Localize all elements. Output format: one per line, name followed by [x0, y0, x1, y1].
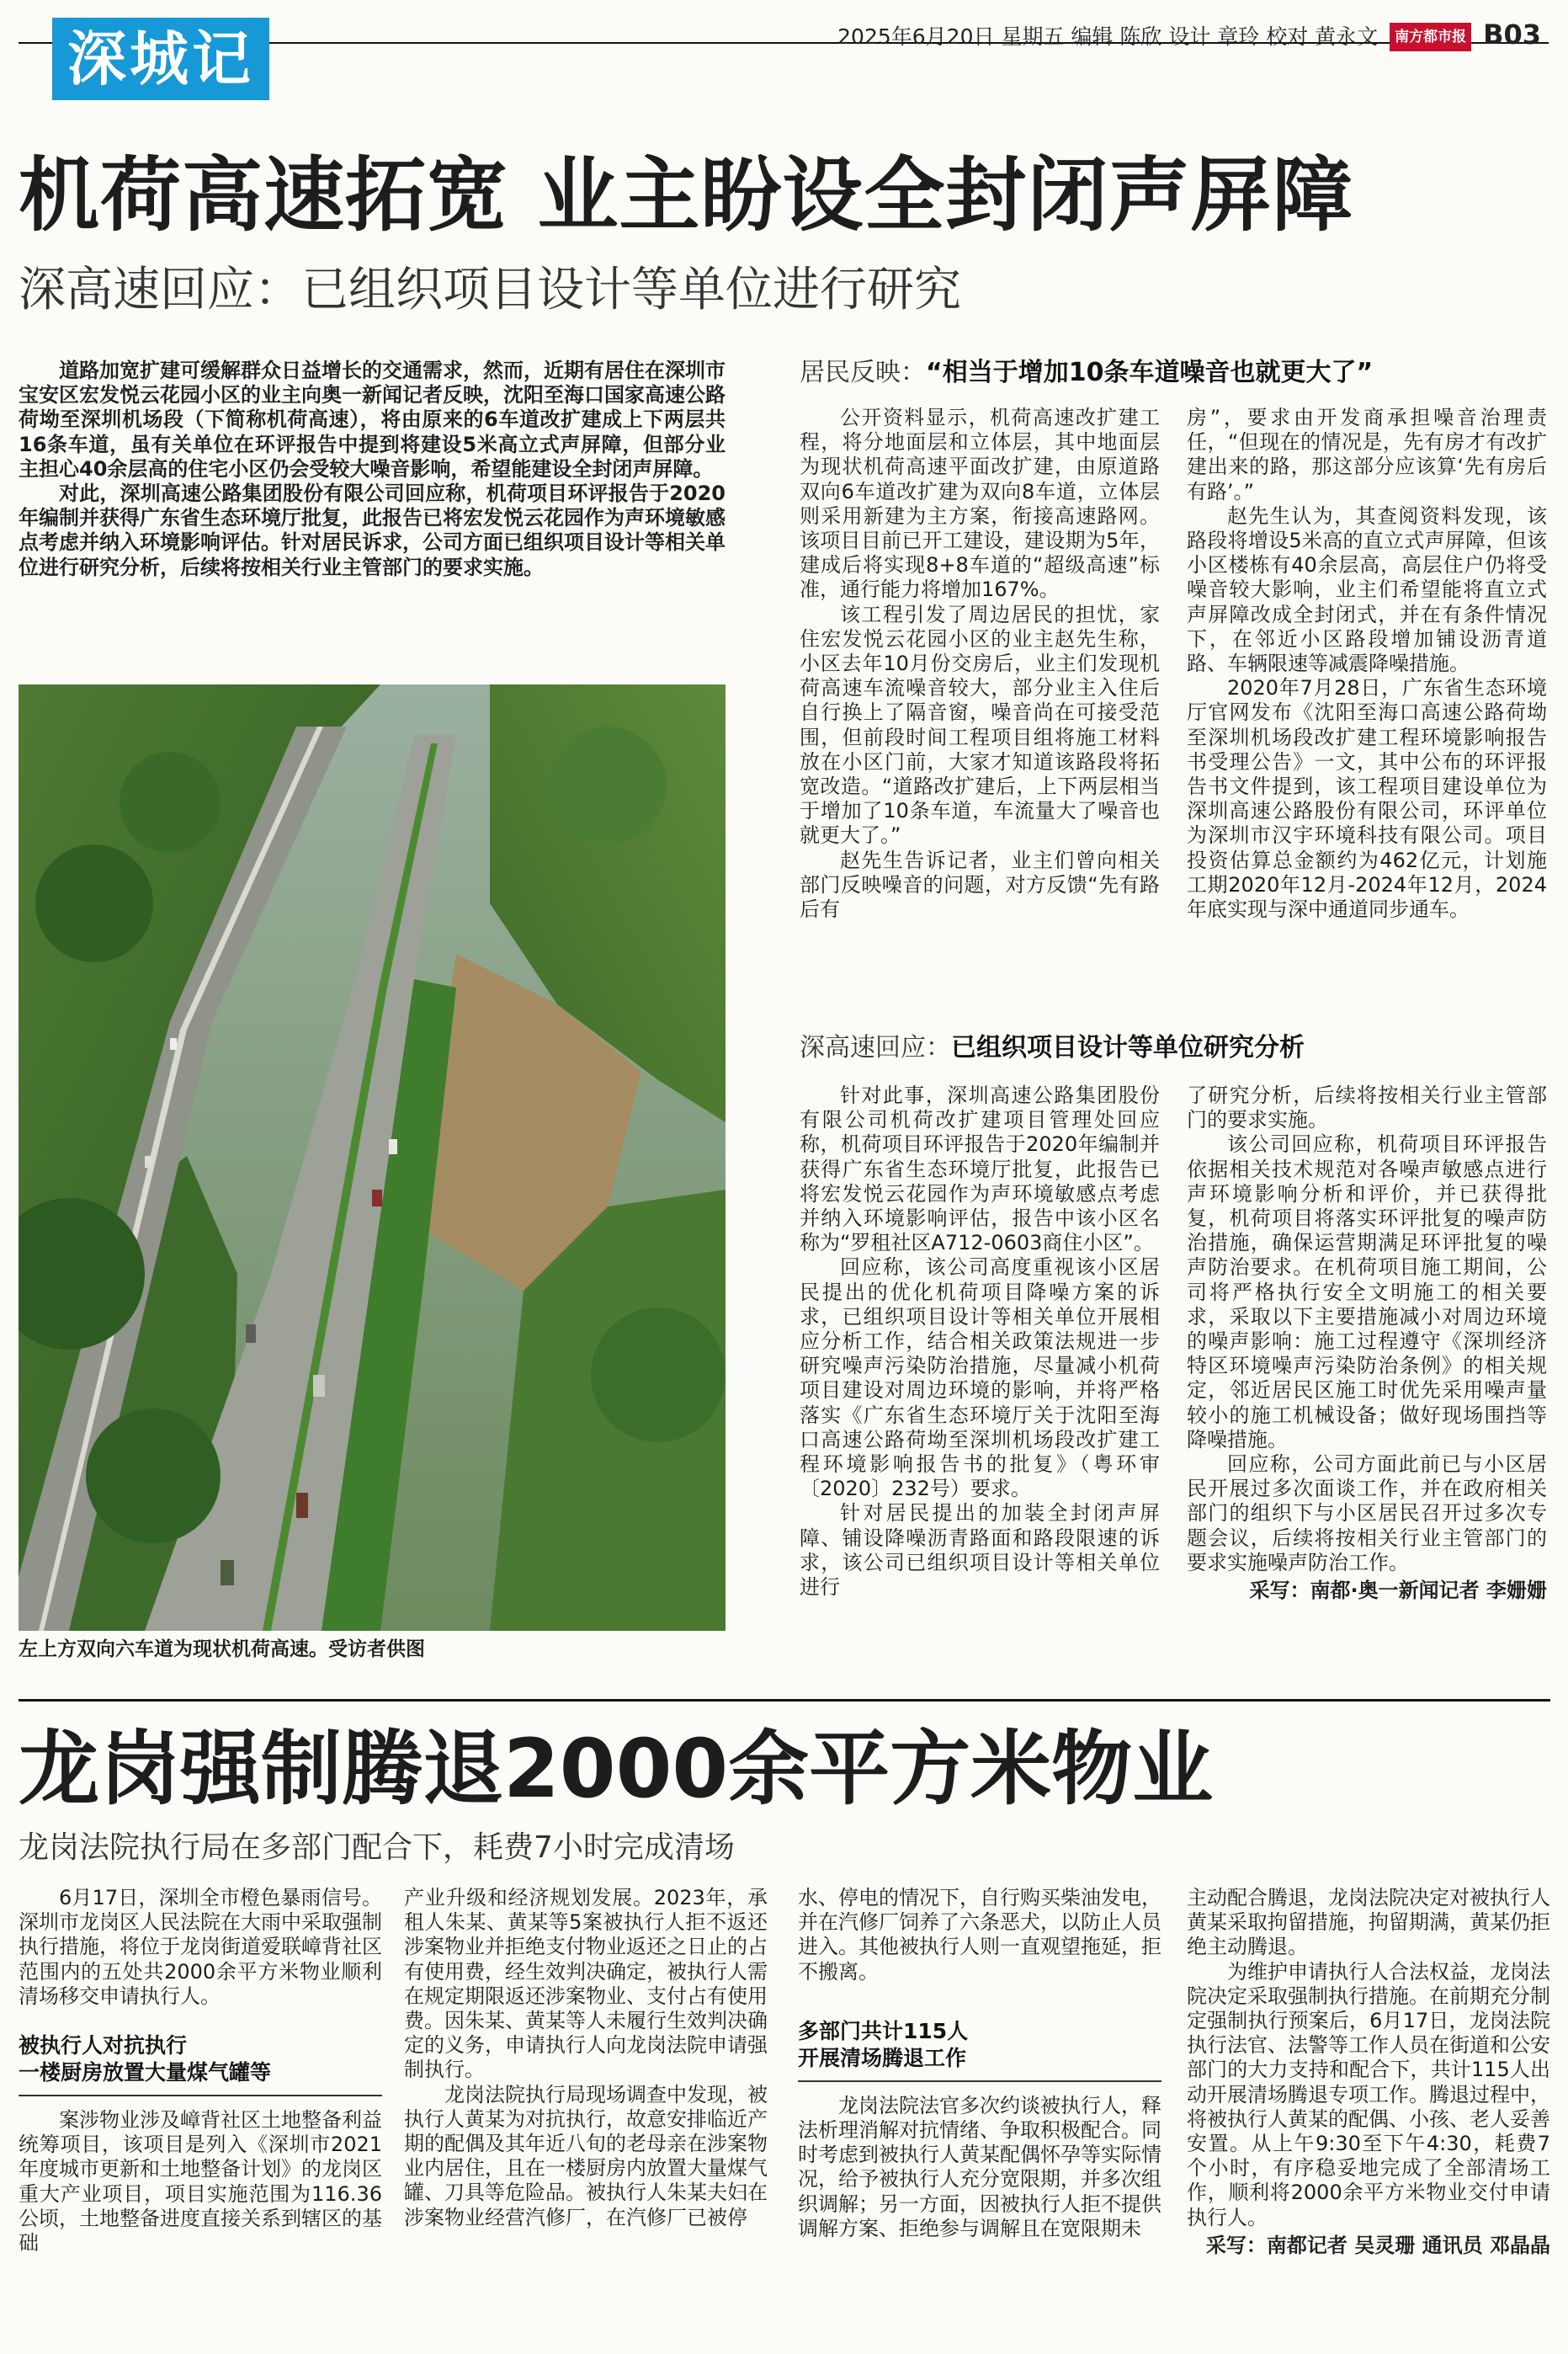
subhead-rule — [19, 2095, 382, 2096]
story2-column-4 — [1187, 1886, 1550, 2258]
story1-headline: 机荷高速拓宽 业主盼设全封闭声屏障 — [19, 148, 1354, 242]
highway-aerial-photo — [19, 684, 726, 1631]
story2-byline: 采写：南都记者 吴灵珊 通讯员 邓晶晶 — [1205, 2233, 1550, 2257]
story1-lead — [19, 359, 726, 580]
body-paragraph: 该公司回应称，机荷项目环评报告依据相关技术规范对各噪声敏感点进行声环境影响分析和评价，并已获得批复，机荷项目将落实环评批复的噪声防治措施，确保运营期满足环评批复的噪声防治要求。在机荷项目施工期间，公司将严格执行安全文明施工的相关要求，采取以下主要措施减小对周边环境的噪声影响：施工过程遵守《深圳经济特区环境噪声污染防治条例》的相关规定，邻近居民区施工时优先采用噪声量较小的施工机械设备；做好现场围挡等降噪措施。 — [1187, 1132, 1547, 1451]
body-paragraph: 2020年7月28日，广东省生态环境厅官网发布《沈阳至海口高速公路荷坳至深圳机场段改扩建工程环境影响报告书受理公告》一文，其中公布的环评报告书文件提到，该工程项目建设单位为深圳高速公路股份有限公司，环评单位为深圳市汉宇环境科技有限公司。项目投资估算总金额约为462亿元，计划施工期2020年12月-2024年12月，2024年底实现与深中通道同步通车。 — [1187, 676, 1547, 922]
body-paragraph: 水、停电的情况下，自行购买柴油发电，并在汽修厂饲养了六条恶犬，以防止人员进入。其他被执行人则一直观望拖延，拒不搬离。 — [798, 1886, 1161, 1984]
story2-headline: 龙岗强制腾退2000余平方米物业 — [19, 1722, 1214, 1816]
body-paragraph: 6月17日，深圳全市橙色暴雨信号。深圳市龙岗区人民法院在大雨中采取强制执行措施，将位于龙岗街道爱联嶂背社区范围内的五处共2000余平方米物业顺利清场移交申请执行人。 — [19, 1886, 382, 2008]
section-a-column-2 — [1187, 406, 1547, 922]
section-a-title: “相当于增加10条车道噪音也就更大了” — [926, 358, 1374, 387]
subhead-line: 多部门共计115人 — [798, 2018, 969, 2043]
body-paragraph: 龙岗法院执行局现场调查中发现，被执行人黄某为对抗执行，故意安排临近产期的配偶及其年近八旬的老母亲在涉案物业内居住，且在一楼厨房内放置大量煤气罐、刀具等危险品。被执行人朱某夫妇在涉案物业经营汽修厂，在汽修厂已被停 — [404, 2082, 768, 2229]
highway-photo-illustration — [19, 684, 726, 1631]
section-b-heading — [800, 1031, 1305, 1065]
issue-weekday: 星期五 — [1001, 24, 1065, 49]
section-b-column-1 — [800, 1084, 1160, 1600]
section-b-column-2 — [1187, 1084, 1547, 1603]
subhead-line: 一楼厨房放置大量煤气罐等 — [19, 2060, 272, 2085]
photo-caption: 左上方双向六车道为现状机荷高速。受访者供图 — [19, 1638, 425, 1660]
section-masthead: 深城记 — [52, 18, 269, 100]
section-a-heading — [800, 356, 1373, 390]
body-paragraph: 了研究分析，后续将按相关行业主管部门的要求实施。 — [1187, 1084, 1547, 1132]
body-paragraph: 龙岗法院法官多次约谈被执行人，释法析理消解对抗情绪、争取积极配合。同时考虑到被执行人黄某配偶怀孕等实际情况，给予被执行人充分宽限期，并多次组织调解；另一方面，因被执行人拒不提供调解方案、拒绝参与调解且在宽限期未 — [798, 2093, 1161, 2240]
body-paragraph: 回应称，公司方面此前已与小区居民开展过多次面谈工作，并在政府相关部门的组织下与小区居民召开过多次专题会议，后续将按相关行业主管部门的要求实施噪声防治工作。 — [1187, 1452, 1547, 1574]
page-number: B03 — [1483, 19, 1541, 51]
body-paragraph: 案涉物业涉及嶂背社区土地整备利益统筹项目，该项目是列入《深圳市2021年度城市更新和土地整备计划》的龙岗区重大产业项目，项目实施范围为116.36公顷，土地整备进度直接关系到辖区的基础 — [19, 2108, 382, 2255]
staff-credits: 编辑 陈欣 设计 章玲 校对 黄永文 — [1071, 24, 1379, 49]
story1-subheadline: 深高速回应：已组织项目设计等单位进行研究 — [19, 263, 961, 317]
body-paragraph: 针对居民提出的加装全封闭声屏障、铺设降噪沥青路面和路段限速的诉求，该公司已组织项目设计等相关单位进行 — [800, 1501, 1160, 1600]
subhead-line: 开展清场腾退工作 — [798, 2045, 967, 2070]
story2-column-3 — [798, 1886, 1161, 2241]
body-paragraph: 回应称，该公司高度重视该小区居民提出的优化机荷项目降噪方案的诉求，已组织项目设计等相关单位开展相应分析工作，结合相关政策法规进一步研究噪声污染防治措施，尽量减小机荷项目建设对周边环境的影响，并将严格落实《广东省生态环境厅关于沈阳至海口高速公路荷坳至深圳机场段改扩建工程环境影响报告书的批复》（粤环审〔2020〕232号）要求。 — [800, 1255, 1160, 1501]
lead-paragraph: 对此，深圳高速公路集团股份有限公司回应称，机荷项目环评报告于2020年编制并获得广东省生态环境厅批复，此报告已将宏发悦云花园作为声环境敏感点考虑并纳入环境影响评估。针对居民诉求，公司方面已组织项目设计等相关单位进行研究分析，后续将按相关行业主管部门的要求实施。 — [19, 482, 726, 579]
body-paragraph: 主动配合腾退，龙岗法院决定对被执行人黄某采取拘留措施，拘留期满，黄某仍拒绝主动腾退。 — [1187, 1886, 1550, 1959]
lead-paragraph: 道路加宽扩建可缓解群众日益增长的交通需求，然而，近期有居住在深圳市宝安区宏发悦云花园小区的业主向奥一新闻记者反映，沈阳至海口国家高速公路荷坳至深圳机场段（下简称机荷高速），将由原来的6车道改扩建成上下两层共16条车道，虽有关单位在环评报告中提到将建设5米高立式声屏障，但部分业主担心40余层高的住宅小区仍会受较大噪音影响，希望能建设全封闭声屏障。 — [19, 359, 726, 481]
section-b-title: 已组织项目设计等单位研究分析 — [951, 1033, 1305, 1062]
story1-byline: 采写：南都·奥一新闻记者 李姗姗 — [1249, 1579, 1547, 1603]
body-paragraph: 赵先生认为，其查阅资料发现，该路段将增设5米高的直立式声屏障，但该小区楼栋有40余层高，高层住户仍将受噪音较大影响，业主们希望能将直立式声屏障改成全封闭式，并在有条件情况下，在邻近小区路段增加铺设沥青道路、车辆限速等减震降噪措施。 — [1187, 503, 1547, 676]
issue-date: 2025年6月20日 — [837, 24, 995, 49]
body-paragraph: 房”，要求由开发商承担噪音治理责任，“但现在的情况是，先有房才有改扩建出来的路，那这部分应该算‘先有房后有路’。” — [1187, 406, 1547, 503]
body-paragraph: 公开资料显示，机荷高速改扩建工程，将分地面层和立体层，其中地面层为现状机荷高速平面改扩建，由原道路双向6车道改扩建为双向8车道，立体层则采用新建为主方案，衔接高速路网。该项目目前已开工建设，建设期为5年，建成后将实现8+8车道的“超级高速”标准，通行能力将增加167%。 — [800, 406, 1160, 602]
subhead-line: 被执行人对抗执行 — [19, 2033, 188, 2058]
story2-column-2 — [404, 1886, 768, 2230]
story-divider — [19, 1699, 1550, 1702]
section-b-label: 深高速回应： — [800, 1033, 951, 1062]
body-paragraph: 该工程引发了周边居民的担忧，家住宏发悦云花园小区的业主赵先生称，小区去年10月份交房后，业主们发现机荷高速车流噪音较大，部分业主入住后自行换上了隔音窗，噪音尚在可接受范围，但前段时间工程项目组将施工材料放在小区门前，大家才知道该路段将拓宽改造。“道路改扩建后，上下两层相当于增加了10条车道，车流量大了噪音也就更大了。” — [800, 602, 1160, 848]
section-a-label: 居民反映： — [800, 358, 926, 387]
body-paragraph: 赵先生告诉记者，业主们曾向相关部门反映噪音的问题，对方反馈“先有路后有 — [800, 848, 1160, 922]
section-a-column-1 — [800, 406, 1160, 922]
brand-logo: 南方都市报 — [1390, 23, 1471, 51]
story2-column-1 — [19, 1886, 382, 2255]
subhead-rule — [798, 2080, 1161, 2082]
body-paragraph: 为维护申请执行人合法权益，龙岗法院决定采取强制执行措施。在前期充分制定强制执行预案后，6月17日，龙岗法院执行法官、法警等工作人员在街道和公安部门的大力支持和配合下，共计115人出动开展清场腾退专项工作。腾退过程中，将被执行人黄某的配偶、小孩、老人妥善安置。从上午9:30至下午4:30，耗费7个小时，有序稳妥地完成了全部清场工作，顺利将2000余平方米物业交付申请执行人。 — [1187, 1959, 1550, 2229]
body-paragraph: 产业升级和经济规划发展。2023年，承租人朱某、黄某等5案被执行人拒不返还涉案物业并拒绝支付物业返还之日止的占有使用费，经生效判决确定，被执行人需在规定期限返还涉案物业、支付占有使用费。因朱某、黄某等人未履行生效判决确定的义务，申请执行人向龙岗法院申请强制执行。 — [404, 1886, 768, 2082]
body-paragraph: 针对此事，深圳高速公路集团股份有限公司机荷改扩建项目管理处回应称，机荷项目环评报告于2020年编制并获得广东省生态环境厅批复，此报告已将宏发悦云花园作为声环境敏感点考虑并纳入环境影响评估，报告中该小区名称为“罗租社区A712-0603商住小区”。 — [800, 1084, 1160, 1255]
story2-subheadline: 龙岗法院执行局在多部门配合下，耗费7小时完成清场 — [19, 1830, 735, 1865]
dateline — [837, 19, 1541, 51]
